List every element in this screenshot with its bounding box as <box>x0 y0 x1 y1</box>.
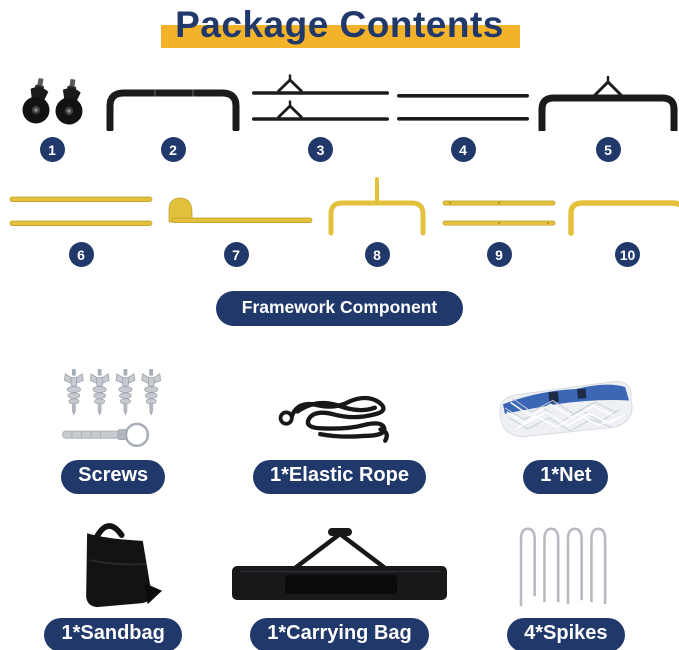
net-label: 1*Net <box>523 460 608 494</box>
framework-item-2 <box>98 73 248 162</box>
spikes-icon <box>510 514 622 610</box>
framework-item-8 <box>316 178 438 267</box>
item-number-badge: 4 <box>451 137 476 162</box>
framework-item-3 <box>248 73 393 162</box>
page-title-text: Package Contents <box>175 4 504 45</box>
item-number-badge: 1 <box>40 137 65 162</box>
net-icon <box>486 368 646 452</box>
yellow-straight-poles-icon <box>6 178 156 236</box>
black-bracket-u-bar-icon <box>533 73 679 131</box>
framework-component-badge: Framework Component <box>216 291 463 326</box>
item-number-badge: 5 <box>596 137 621 162</box>
framework-item-7 <box>156 178 316 267</box>
accessories-row-1 <box>0 368 679 494</box>
yellow-u-frame-icon <box>560 178 679 236</box>
page-title <box>175 3 504 47</box>
framework-item-9 <box>438 178 560 267</box>
framework-label-wrap <box>0 291 679 326</box>
framework-item-4 <box>393 73 533 162</box>
sandbag-label: 1*Sandbag <box>44 618 181 650</box>
elastic-rope-label: 1*Elastic Rope <box>253 460 426 494</box>
elastic-rope-icon <box>269 368 409 452</box>
yellow-flanged-pole-icon <box>156 178 316 236</box>
item-number-badge: 7 <box>224 242 249 267</box>
accessory-sandbag <box>0 514 226 650</box>
caster-wheels-icon <box>6 73 98 131</box>
spikes-label: 4*Spikes <box>507 618 624 650</box>
accessory-elastic-rope <box>226 368 452 494</box>
accessory-screws <box>0 368 226 494</box>
header <box>0 0 679 47</box>
accessory-net <box>453 368 679 494</box>
screws-label: Screws <box>61 460 165 494</box>
framework-item-5 <box>533 73 679 162</box>
black-u-handle-bar-icon <box>98 73 248 131</box>
sandbag-icon <box>56 514 171 610</box>
yellow-connector-poles-icon <box>438 178 560 236</box>
item-number-badge: 9 <box>487 242 512 267</box>
accessory-carrying-bag <box>226 514 452 650</box>
item-number-badge: 10 <box>615 242 640 267</box>
item-number-badge: 3 <box>308 137 333 162</box>
framework-item-6 <box>6 178 156 267</box>
yellow-stub-u-frame-icon <box>316 178 438 236</box>
item-number-badge: 8 <box>365 242 390 267</box>
item-number-badge: 2 <box>161 137 186 162</box>
black-bracket-crossbars-icon <box>248 73 393 131</box>
accessory-spikes <box>453 514 679 650</box>
framework-item-10 <box>560 178 679 267</box>
screws-icon <box>48 368 178 452</box>
framework-item-1 <box>6 73 98 162</box>
framework-row-2 <box>0 178 679 267</box>
item-number-badge: 6 <box>69 242 94 267</box>
carrying-bag-icon <box>227 514 452 610</box>
framework-row-1 <box>0 73 679 162</box>
carrying-bag-label: 1*Carrying Bag <box>250 618 429 650</box>
accessories-row-2 <box>0 514 679 650</box>
black-straight-crossbars-icon <box>393 73 533 131</box>
